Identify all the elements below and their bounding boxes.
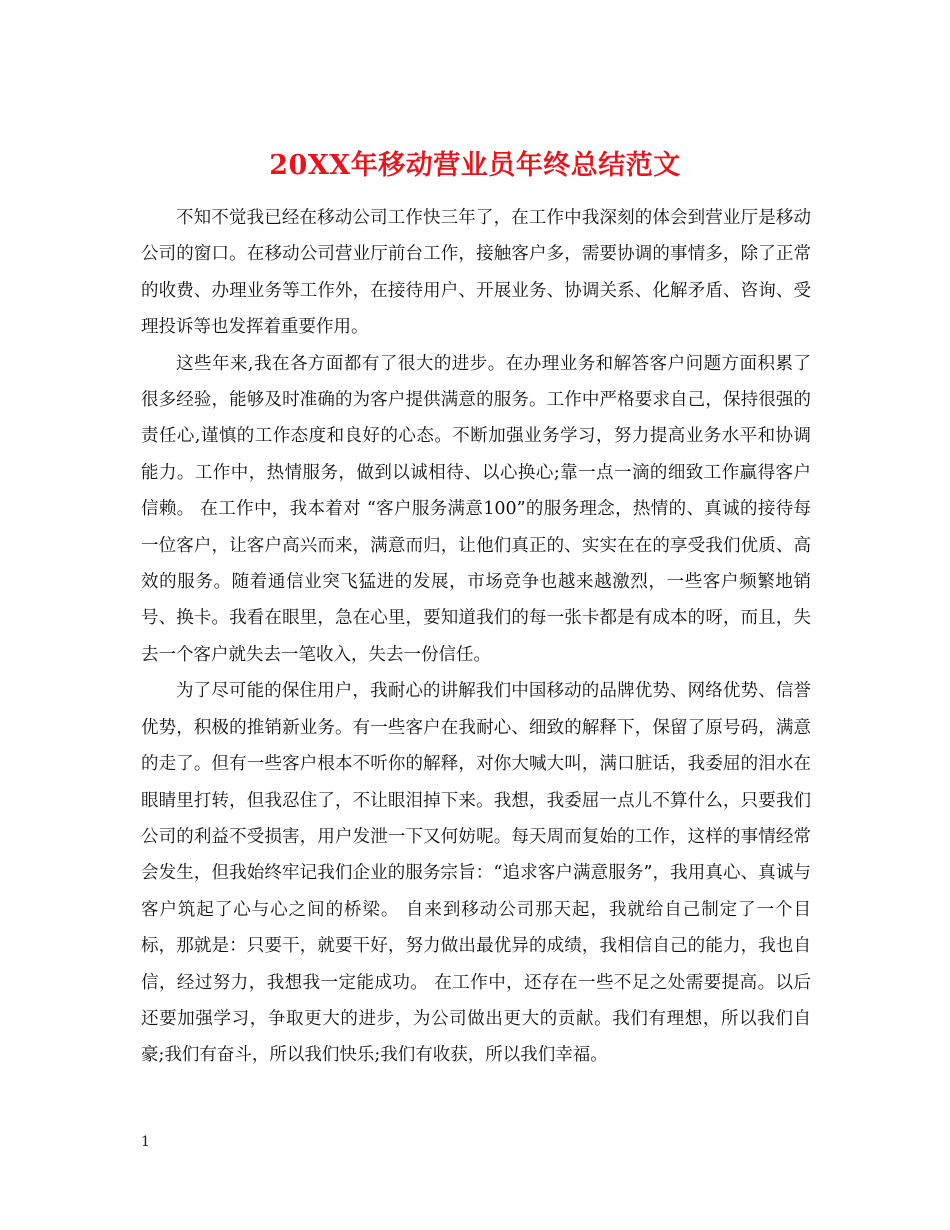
paragraph-1: 不知不觉我已经在移动公司工作快三年了，在工作中我深刻的体会到营业厅是移动公司的窗口。在移动公司营业厅前台工作，接触客户多，需要协调的事情多，除了正常的收费、办理业务等工作外，在接待用户、开展业务、协调关系、化解矛盾、咨询、受理投诉等也发挥着重要作用。 (141, 208, 811, 338)
paragraph-2: 这些年来,我在各方面都有了很大的进步。在办理业务和解答客户问题方面积累了很多经验，能够及时准确的为客户提供满意的服务。工作中严格要求自己，保持很强的责任心,谨慎的工作态度和良好的心态。不断加强业务学习，努力提高业务水平和协调能力。工作中，热情服务，做到以诚相待、以心换心;靠一点一滴的细致工作赢得客户信赖。 在工作中，我本着对 “客户服务满意100”的服务理念，热情的、真诚的接待每一位客户，让客户高兴而来，满意而归，让他们真正的、实实在在的享受我们优质、高效的服务。随着通信业突飞猛进的发展，市场竞争也越来越激烈，一些客户频繁地销号、换卡。我看在眼里，急在心里，要知道我们的每一张卡都是有成本的呀，而且，失去一个客户就失去一笔收入，失去一份信任。 (141, 353, 811, 665)
document-body (141, 200, 811, 1074)
paragraph-3: 为了尽可能的保住用户，我耐心的讲解我们中国移动的品牌优势、网络优势、信誉优势，积极的推销新业务。有一些客户在我耐心、细致的解释下，保留了原号码，满意的走了。但有一些客户根本不听你的解释，对你大喊大叫，满口脏话，我委屈的泪水在眼睛里打转，但我忍住了，不让眼泪掉下来。我想，我委屈一点儿不算什么，只要我们公司的利益不受损害，用户发泄一下又何妨呢。每天周而复始的工作，这样的事情经常会发生，但我始终牢记我们企业的服务宗旨：“追求客户满意服务”，我用真心、真诚与客户筑起了心与心之间的桥梁。 自来到移动公司那天起，我就给自己制定了一个目标，那就是：只要干，就要干好，努力做出最优异的成绩，我相信自己的能力，我也自信，经过努力，我想我一定能成功。 在工作中，还存在一些不足之处需要提高。以后还要加强学习，争取更大的进步，为公司做出更大的贡献。我们有理想，所以我们自豪;我们有奋斗，所以我们快乐;我们有收获，所以我们幸福。 (141, 681, 811, 1066)
page-number: 1 (141, 1134, 150, 1150)
document-title: 20XX年移动营业员年终总结范文 (269, 150, 681, 182)
